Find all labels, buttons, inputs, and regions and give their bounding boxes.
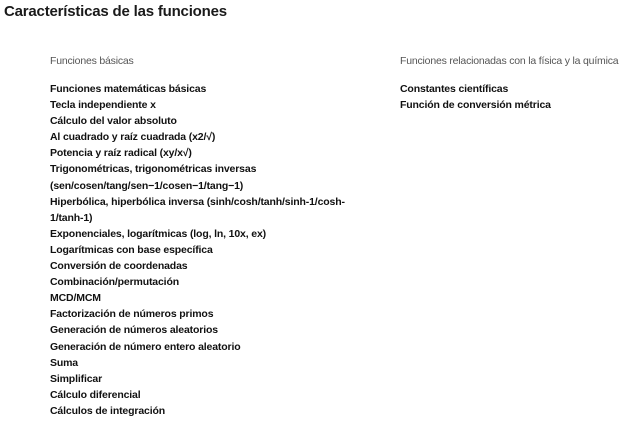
list-item: Cálculos de integración bbox=[50, 404, 165, 417]
section-physics-chemistry-functions bbox=[400, 54, 640, 113]
list-item: Cálculo del valor absoluto bbox=[50, 115, 177, 128]
feature-list bbox=[50, 81, 360, 419]
list-item: Función de conversión métrica bbox=[400, 99, 551, 112]
section-basic-functions bbox=[50, 54, 360, 419]
list-item: Potencia y raíz radical (xy/x√) bbox=[50, 147, 192, 160]
feature-list bbox=[400, 81, 640, 113]
list-item: Tecla independiente x bbox=[50, 99, 156, 112]
list-item: Al cuadrado y raíz cuadrada (x2/√) bbox=[50, 131, 216, 144]
section-heading: Funciones básicas bbox=[50, 55, 134, 67]
list-item: Suma bbox=[50, 356, 78, 369]
list-item: Simplificar bbox=[50, 372, 103, 385]
list-item: Generación de número entero aleatorio bbox=[50, 340, 241, 353]
list-item: Trigonométricas, trigonométricas inversas (sen/cosen/tang/sen−1/cosen−1/tang−1) bbox=[50, 163, 257, 192]
list-item: Conversión de coordenadas bbox=[50, 260, 188, 273]
list-item: MCD/MCM bbox=[50, 292, 101, 305]
list-item: Factorización de números primos bbox=[50, 308, 214, 321]
list-item: Exponenciales, logarítmicas (log, ln, 10x, ex) bbox=[50, 227, 267, 240]
section-heading: Funciones relacionadas con la física y la química bbox=[400, 55, 619, 67]
list-item: Combinación/permutación bbox=[50, 276, 179, 289]
list-item: Constantes científicas bbox=[400, 83, 509, 95]
page-title: Características de las funciones bbox=[4, 3, 227, 20]
list-item: Cálculo diferencial bbox=[50, 388, 141, 401]
list-item: Funciones matemáticas básicas bbox=[50, 83, 207, 95]
list-item: Hiperbólica, hiperbólica inversa (sinh/cosh/tanh/sinh-1/cosh-1/tanh-1) bbox=[50, 195, 345, 224]
list-item: Generación de números aleatorios bbox=[50, 324, 218, 337]
list-item: Logarítmicas con base específica bbox=[50, 243, 213, 256]
